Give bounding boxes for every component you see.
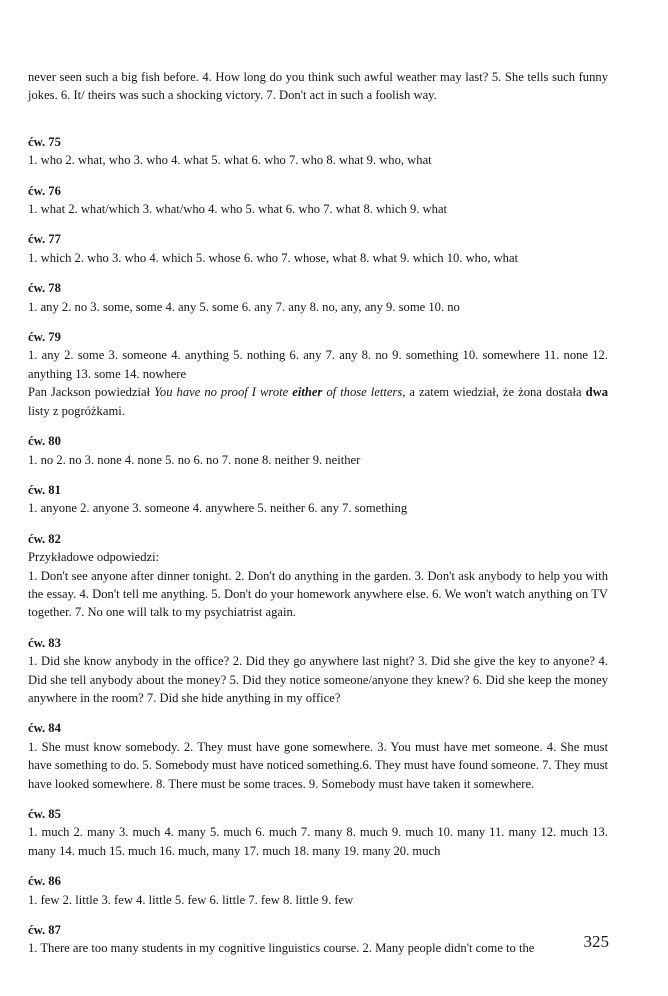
exercise-heading: ćw. 85 — [28, 807, 61, 821]
answer-line: 1. few 2. little 3. few 4. little 5. few 6. little 7. few 8. little 9. few — [28, 892, 354, 907]
exercise-77 — [28, 230, 608, 267]
answer-line: 1. There are too many students in my cognitive linguistics course. 2. Many people didn't come to the — [28, 941, 535, 956]
exercise-heading: ćw. 81 — [28, 482, 61, 497]
exercise-76 — [28, 182, 608, 219]
polish-note: Pan Jackson powiedział You have no proof I wrote either of those letters, a zatem wiedział, że żona dostała dwa listy z pogróżkami. — [28, 385, 609, 418]
answer-line: 1. Did she know anybody in the office? 2. Did they go anywhere last night? 3. Did she give the key to anyone? 4. Did she tell anybody about the money? 5. Did they notice someone/anyone they knew? 6. Did she keep the money anywhere in the room? 7. Did she hide anything in my office? — [28, 654, 608, 705]
answer-line: 1. what 2. what/which 3. what/who 4. who 5. what 6. who 7. what 8. which 9. what — [28, 202, 448, 217]
page-number: 325 — [583, 932, 609, 951]
exercise-heading: ćw. 84 — [28, 721, 61, 736]
answer-line: 1. no 2. no 3. none 4. none 5. no 6. no 7. none 8. neither 9. neither — [28, 452, 361, 467]
exercise-75 — [28, 133, 608, 170]
answer-line: 1. She must know somebody. 2. They must have gone somewhere. 3. You must have met someone. 4. She must have something to do. 5. Somebody must have noticed something.6. They must have found someone. 7. They must have looked somewhere. 8. There must be some traces. 9. Somebody must have taken it somewhere. — [28, 739, 608, 791]
document-page — [28, 68, 608, 958]
exercise-heading: ćw. 78 — [28, 281, 61, 296]
intro-paragraph: never seen such a big fish before. 4. How long do you think such awful weather may last? 5. She tells such funny jokes. 6. It/ theirs was such a shocking victory. 7. Don't act in such a foolish way. — [28, 70, 608, 103]
exercise-heading: ćw. 82 — [28, 531, 61, 546]
exercise-85 — [28, 805, 608, 860]
exercise-heading: ćw. 77 — [28, 232, 61, 247]
answer-line: 1. anyone 2. anyone 3. someone 4. anywhere 5. neither 6. any 7. something — [28, 501, 408, 516]
exercise-87 — [28, 921, 608, 958]
answer-line: 1. much 2. many 3. much 4. many 5. much 6. much 7. many 8. much 9. much 10. many 11. many 12. much 13. many 14. much 15. much 16. much, many 17. much 18. many 19. many 20. much — [28, 825, 608, 858]
answer-line: 1. which 2. who 3. who 4. which 5. whose 6. who 7. whose, what 8. what 9. which 10. who, what — [28, 250, 519, 265]
exercise-heading: ćw. 80 — [28, 434, 61, 449]
answer-line: 1. who 2. what, who 3. who 4. what 5. what 6. who 7. who 8. what 9. who, what — [28, 153, 432, 168]
exercise-heading: ćw. 83 — [28, 635, 61, 650]
answer-subtitle: Przykładowe odpowiedzi: — [28, 550, 160, 565]
exercise-80 — [28, 432, 608, 469]
answer-line: 1. any 2. some 3. someone 4. anything 5. nothing 6. any 7. any 8. no 9. something 10. somewhere 11. none 12. anything 13. some 14. nowhere — [28, 348, 608, 381]
exercise-heading: ćw. 75 — [28, 134, 61, 149]
exercise-heading: ćw. 79 — [28, 330, 61, 345]
answer-line: 1. any 2. no 3. some, some 4. any 5. some 6. any 7. any 8. no, any, any 9. some 10. no — [28, 299, 460, 314]
exercise-heading: ćw. 87 — [28, 923, 61, 938]
exercise-78 — [28, 279, 608, 316]
exercise-heading: ćw. 86 — [28, 874, 61, 889]
exercise-82 — [28, 530, 608, 622]
exercise-84 — [28, 719, 608, 793]
exercise-86 — [28, 872, 608, 909]
answer-line: 1. Don't see anyone after dinner tonight. 2. Don't do anything in the garden. 3. Don't ask anybody to help you with the essay. 4. Don't tell me anything. 5. Don't do your homework anywhere else. 6. We won't watch anything on TV together. 7. No one will talk to my psychiatrist again. — [28, 568, 608, 620]
exercise-83 — [28, 634, 608, 708]
exercise-heading: ćw. 76 — [28, 183, 61, 198]
exercise-79 — [28, 328, 608, 420]
exercise-81 — [28, 481, 608, 518]
